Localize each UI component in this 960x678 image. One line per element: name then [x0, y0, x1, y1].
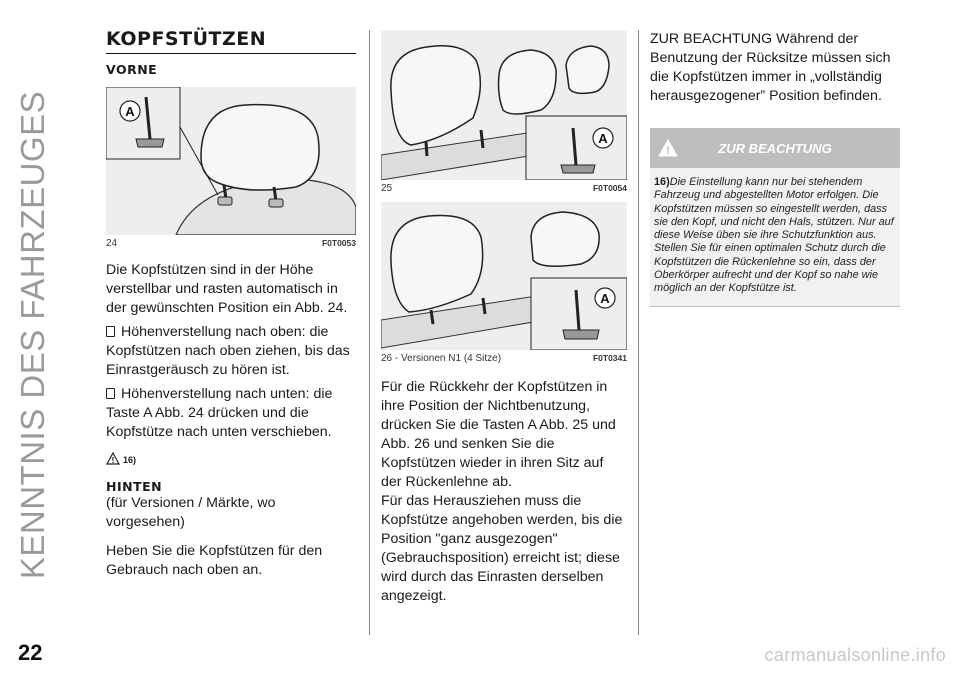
paragraph: Für das Herausziehen muss die Kopfstütze angehoben werden, bis die Position "ganz ausgezogen" (Gebrauchsposition) erreicht ist; diese wird durch das Einrasten derselben angezeigt. [381, 493, 623, 604]
column-divider [638, 30, 639, 635]
headrest-n1-illustration [381, 202, 627, 350]
figure-number: 25 [381, 183, 393, 194]
checkbox-bullet-icon [106, 326, 115, 337]
figure-code: F0T0054 [592, 183, 627, 193]
callout-a: A [125, 104, 135, 119]
bullet-item: Höhenverstellung nach oben: die Kopfstützen nach oben ziehen, bis das Einrastgeräusch zu hören ist. [106, 324, 350, 378]
paragraph: Die Kopfstützen sind in der Höhe verstellbar und rasten automatisch in der gewünschten Position ein Abb. 24. [106, 262, 348, 316]
figure-number: 24 [106, 238, 118, 249]
figure-24-caption [106, 238, 356, 249]
bullet-item: Höhenverstellung nach unten: die Taste A Abb. 24 drücken und die Kopfstütze nach unten verschieben. [106, 386, 333, 440]
subtitle-rear: HINTEN [106, 479, 163, 494]
headrest-rear-illustration [381, 30, 627, 180]
callout-a: A [598, 131, 608, 146]
figure-25 [381, 30, 627, 180]
svg-text:!: ! [666, 145, 670, 157]
figure-24 [106, 87, 356, 235]
figure-code: F0T0053 [321, 238, 356, 248]
figure-26 [381, 202, 627, 350]
column-2 [381, 30, 627, 606]
figure-number: 26 - Versionen N1 (4 Sitze) [381, 353, 502, 364]
page-number: 22 [18, 640, 43, 665]
warning-title: ZUR BEACHTUNG [718, 140, 832, 156]
paragraph: ZUR BEACHTUNG Während der Benutzung der Rücksitze müssen sich die Kopfstützen immer in „vollständig herausgezogener” Position befinden. [650, 31, 891, 104]
paragraph: Heben Sie die Kopfstützen für den Gebrauch nach oben an. [106, 543, 323, 578]
warning-reference: ! 16) [106, 452, 356, 465]
warning-triangle-icon [658, 139, 678, 157]
page-title: KOPFSTÜTZEN [106, 28, 356, 54]
footer-watermark: carmanualsonline.info [764, 645, 946, 665]
rear-note: (für Versionen / Märkte, wo vorgesehen) [106, 495, 276, 530]
figure-26-caption [381, 353, 627, 364]
svg-text:!: ! [111, 456, 115, 465]
column-3 [650, 30, 900, 307]
column-divider [369, 30, 370, 635]
figure-25-caption [381, 183, 627, 194]
warning-triangle-icon [106, 452, 120, 465]
callout-a: A [600, 291, 610, 306]
subtitle-front: VORNE [106, 62, 158, 77]
figure-code: F0T0341 [592, 353, 627, 363]
section-side-title: KENNTNIS DES FAHRZEUGES [14, 90, 51, 580]
warning-header [650, 128, 900, 168]
column-1 [106, 28, 356, 580]
headrest-front-illustration [106, 87, 356, 235]
checkbox-bullet-icon [106, 388, 115, 399]
warning-text: 16)Die Einstellung kann nur bei stehendem Fahrzeug und abgestellten Motor erfolgen. Die Kopfstützen müssen so eingestellt werden, dass sie den Kopf, und nicht den Hals, stützen. Nur auf diese Weise üben sie ihre Schutzfunktion aus. Stellen Sie für einen optimalen Schutz durch die Kopfstützen die Rückenlehne so ein, dass der Oberkörper aufrecht und der Kopf so nahe wie möglich an der Kopfstütze ist. [650, 168, 900, 307]
warning-box [650, 128, 900, 307]
paragraph: Für die Rückkehr der Kopfstützen in ihre Position der Nichtbenutzung, drücken Sie die Tasten A Abb. 25 und Abb. 26 und senken Sie die Kopfstützen wieder in ihren Sitz auf der Rückenlehne ab. [381, 379, 616, 490]
warning-number: 16) [654, 176, 670, 188]
